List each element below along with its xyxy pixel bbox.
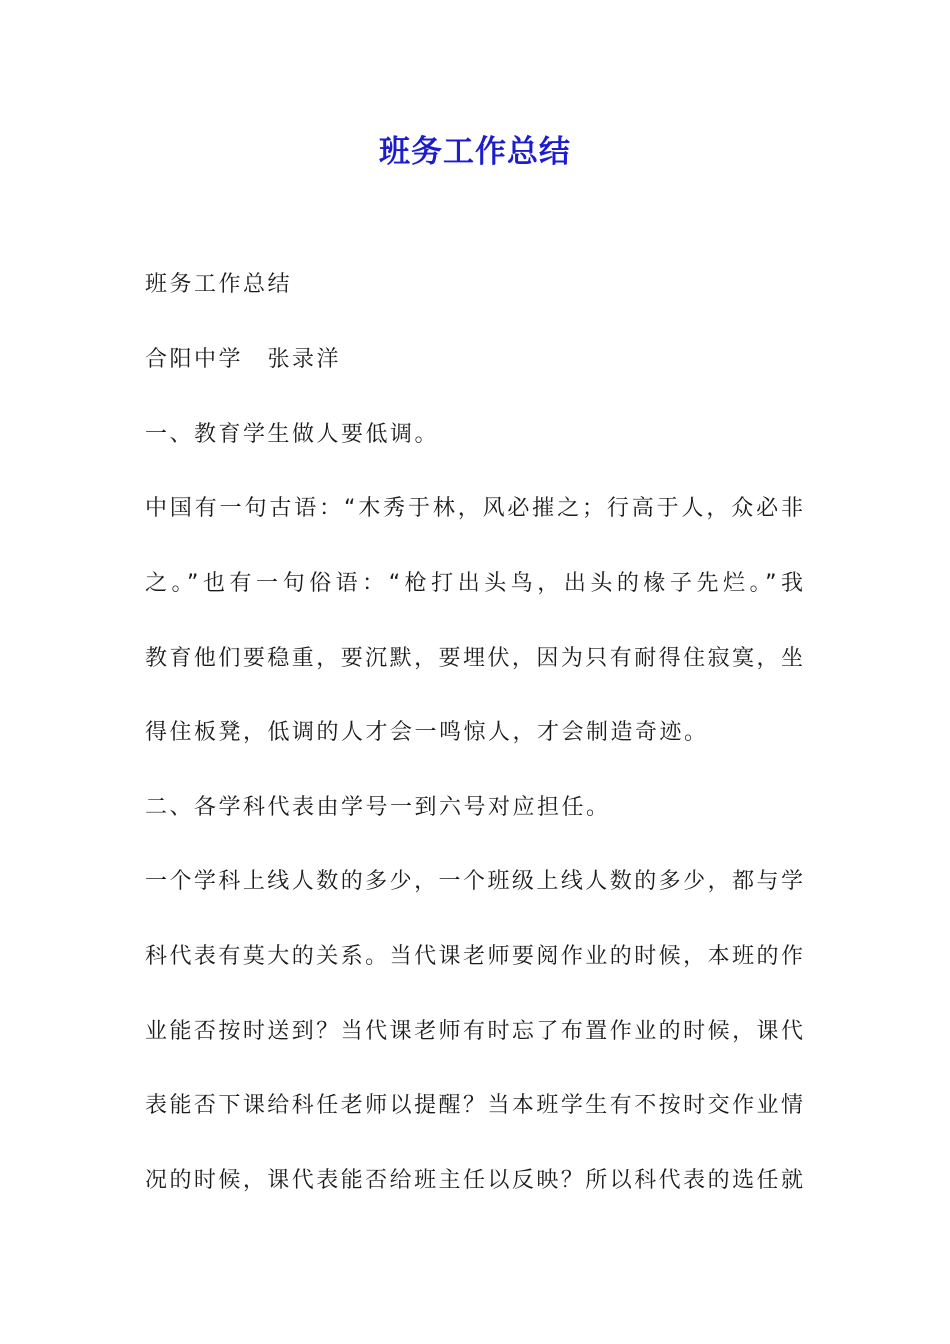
- document-title: 班务工作总结: [379, 134, 571, 170]
- section-heading-1: 一、教育学生做人要低调。: [145, 422, 440, 447]
- paragraph-line: 表能否下课给科任老师以提醒？当本班学生有不按时交作业情: [145, 1093, 803, 1118]
- paragraph-line: 之。”也有一句俗语：“枪打出头鸟，出头的椽子先烂。”我: [145, 571, 803, 596]
- paragraph-line: 况的时候，课代表能否给班主任以反映？所以科代表的选任就: [145, 1168, 803, 1193]
- body-line-subtitle: 班务工作总结: [145, 272, 293, 297]
- paragraph-line: 一个学科上线人数的多少，一个班级上线人数的多少，都与学: [145, 869, 803, 894]
- paragraph-line: 中国有一句古语：“木秀于林，风必摧之；行高于人，众必非: [145, 496, 803, 521]
- paragraph-line: 得住板凳，低调的人才会一鸣惊人，才会制造奇迹。: [145, 720, 709, 745]
- body-line-author: 合阳中学 张录洋: [145, 347, 342, 372]
- section-heading-2: 二、各学科代表由学号一到六号对应担任。: [145, 795, 611, 820]
- paragraph-line: 科代表有莫大的关系。当代课老师要阅作业的时候，本班的作: [145, 944, 803, 969]
- paragraph-line: 教育他们要稳重，要沉默，要埋伏，因为只有耐得住寂寞，坐: [145, 646, 803, 671]
- paragraph-line: 业能否按时送到？当代课老师有时忘了布置作业的时候，课代: [145, 1019, 803, 1044]
